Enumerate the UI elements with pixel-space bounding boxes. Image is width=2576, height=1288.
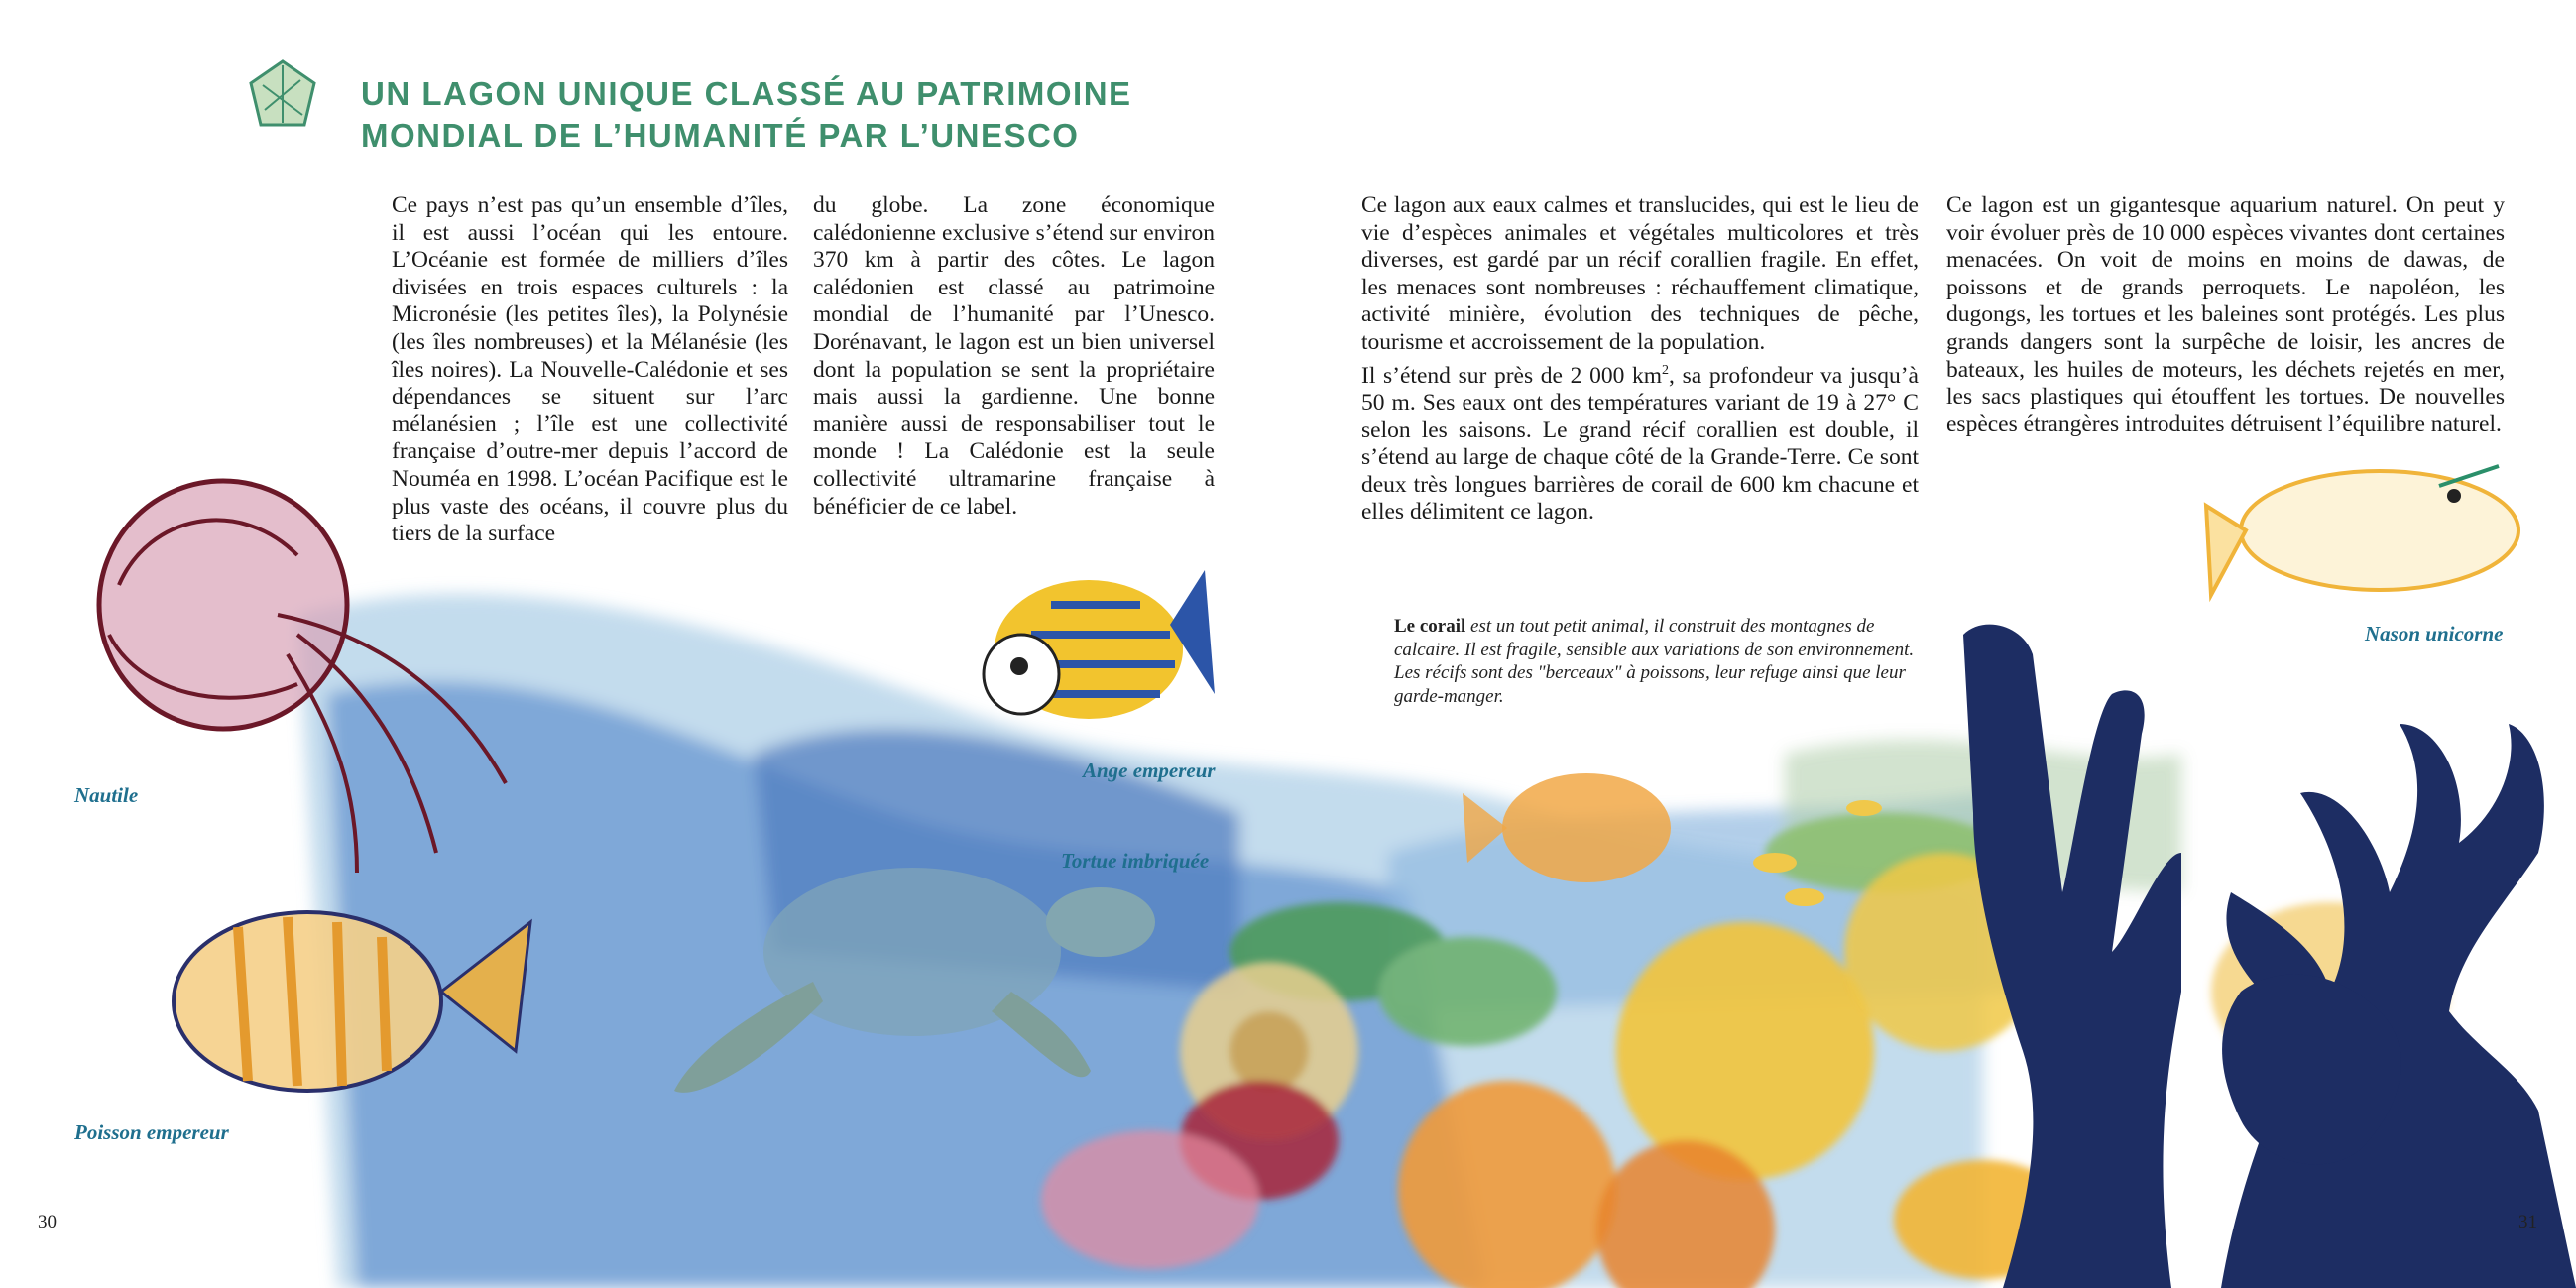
paragraph: du globe. La zone économique calédonienne exclusive s’étend sur environ 370 km à partir des côtes. Le lagon calédonien est classé au patrimoine mondial de l’humanité par l’Unesco. Dorénavant, le lagon est un bien universel dont la population se sent la propriétaire mais aussi la gardienne. Une bonne manière aussi de responsabiliser tout le monde ! La Calédonie est la seule collectivité ultramarine française à bénéficier de ce label. <box>813 192 1215 520</box>
page-number-left: 30 <box>38 1212 57 1232</box>
angelfish-illustration <box>984 570 1215 719</box>
coral-note-text: est un tout petit animal, il construit des montagnes de calcaire. Il est fragile, sensible aux variations de son environnement. Les récifs sont des "berceaux" à poissons, leur refuge ainsi que leur garde-manger. <box>1394 616 1915 707</box>
left-column-2 <box>813 192 1215 521</box>
caption-ange-empereur: Ange empereur <box>1083 759 1216 782</box>
right-column-2 <box>1946 192 2505 438</box>
paragraph-part: Il s’étend sur près de 2 000 km <box>1361 362 1663 389</box>
paragraph: Ce pays n’est pas qu’un ensemble d’îles, il est aussi l’océan qui les entoure. L’Océanie est formée de milliers d’îles divisées en trois espaces culturels : la Micronésie (les petites îles), la Polynésie (les îles nombreuses) et la Mélanésie (les îles noires). La Nouvelle-Calédonie et ses dépendances se situent sur l’arc mélanésien ; l’île est une collectivité française d’outre-mer depuis l’accord de Nouméa en 1998. L’océan Pacifique est le plus vaste des océans, il couvre plus du tiers de la surface <box>392 192 788 547</box>
leaf-emblem-icon <box>251 61 314 125</box>
caption-poisson-empereur: Poisson empereur <box>74 1120 229 1144</box>
title-line-1: UN LAGON UNIQUE CLASSÉ AU PATRIMOINE <box>361 75 1132 112</box>
caption-nautile: Nautile <box>74 783 139 807</box>
coral-note-bold: Le corail <box>1394 616 1466 637</box>
left-column-1 <box>392 192 788 548</box>
right-column-1 <box>1361 192 1919 527</box>
caption-tortue: Tortue imbriquée <box>1061 849 1210 873</box>
paragraph <box>1361 357 1919 527</box>
paragraph: Ce lagon est un gigantesque aquarium naturel. On peut y voir évoluer près de 10 000 espèces vivantes dont certaines menacées. On voit de moins en moins de dawas, de poissons et de grands perroquets. Le napoléon, les dugongs, les tortues et les baleines sont protégés. Les plus grands dangers sont la surpêche de loisir, les ancres de bateaux, les huiles de moteurs, les déchets rejetés en mer, les sacs plastiques qui étouffent les tortues. De nouvelles espèces étrangères introduites détruisent l’équilibre naturel. <box>1946 192 2505 437</box>
superscript: 2 <box>1662 362 1670 378</box>
page-number-right: 31 <box>2518 1212 2537 1232</box>
paragraph-part: , sa profondeur va jusqu’à 50 m. Ses eaux ont des températures variant de 19 à 27° C selon les saisons. Le grand récif corallien est double, il s’étend au large de chaque côté de la Grande-Terre. Ce sont deux très longues barrières de corail de 600 km chacune et elles délimitent ce lagon. <box>1361 362 1919 526</box>
coral-note <box>1394 615 1920 708</box>
page-title <box>361 73 1253 157</box>
paragraph: Ce lagon aux eaux calmes et translucides, qui est le lieu de vie d’espèces animales et végétales multicolores et très diverses, est gardé par un récif corallien fragile. En effet, les menaces sont nombreuses : réchauffement climatique, activité minière, évolution des techniques de pêche, tourisme et accroissement de la population. <box>1361 192 1919 355</box>
title-line-2: MONDIAL DE L’HUMANITÉ PAR L’UNESCO <box>361 117 1080 154</box>
unicornfish-illustration <box>2206 466 2518 595</box>
caption-nason: Nason unicorne <box>2365 622 2504 645</box>
